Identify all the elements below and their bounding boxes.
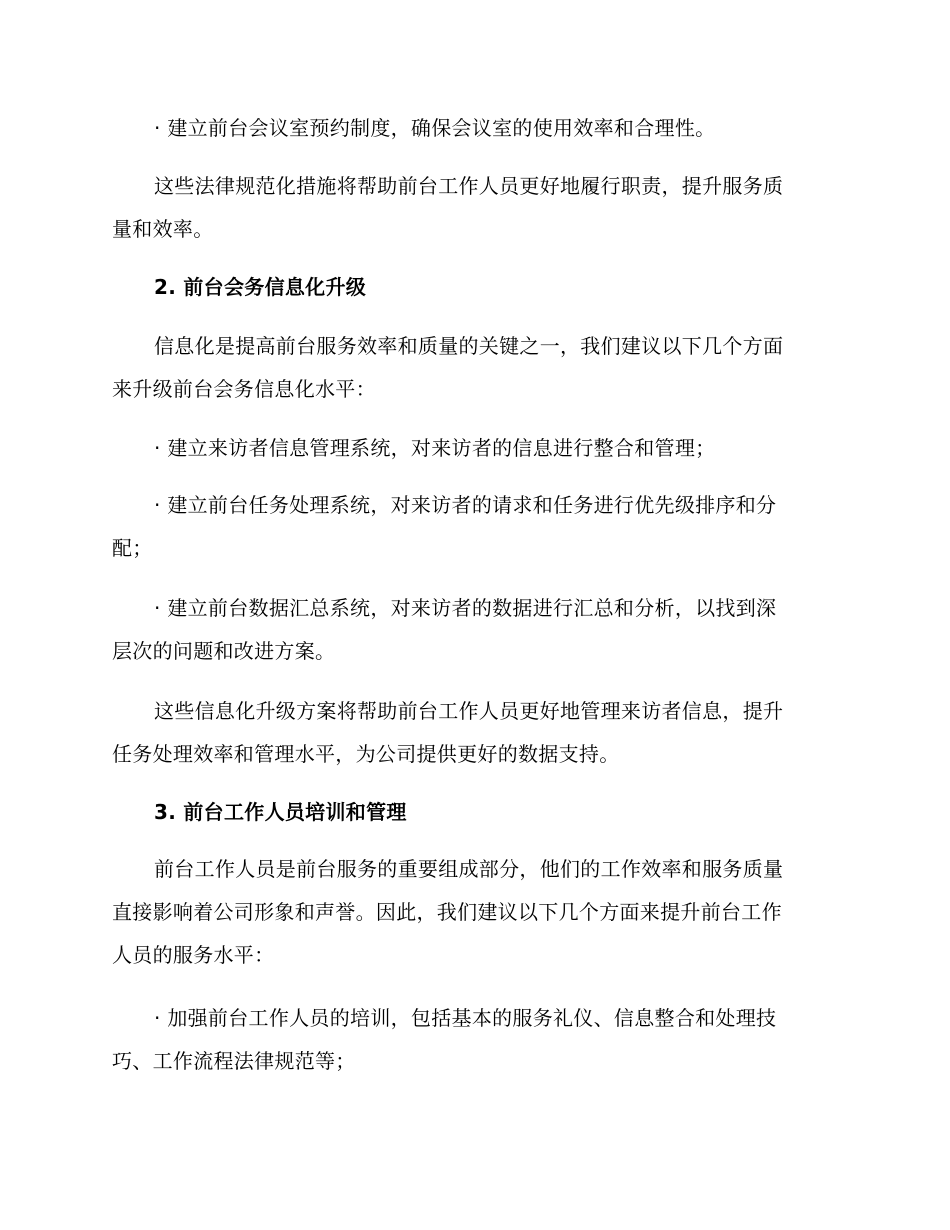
text-line: · 建立前台数据汇总系统，对来访者的数据进行汇总和分析，以找到深 bbox=[154, 596, 777, 620]
text-line: · 建立前台会议室预约制度，确保会议室的使用效率和合理性。 bbox=[154, 116, 716, 140]
bullet-item bbox=[112, 427, 832, 470]
text-line: 这些法律规范化措施将帮助前台工作人员更好地履行职责，提升服务质 bbox=[154, 174, 784, 198]
text-line: 配； bbox=[112, 536, 153, 560]
bullet-item bbox=[112, 587, 832, 673]
text-line: · 建立来访者信息管理系统，对来访者的信息进行整合和管理； bbox=[154, 436, 716, 460]
text-line: · 建立前台任务处理系统，对来访者的请求和任务进行优先级排序和分 bbox=[154, 493, 777, 517]
text-line: 来升级前台会务信息化水平： bbox=[112, 377, 376, 401]
section-heading bbox=[112, 791, 832, 834]
section-heading bbox=[112, 266, 832, 309]
body-paragraph bbox=[112, 690, 832, 776]
bullet-item bbox=[112, 484, 832, 570]
text-line: 人员的服务水平： bbox=[112, 943, 275, 967]
text-line: 任务处理效率和管理水平，为公司提供更好的数据支持。 bbox=[112, 742, 620, 766]
text-line: 量和效率。 bbox=[112, 217, 214, 241]
body-paragraph bbox=[112, 325, 832, 411]
heading-text: 3. 前台工作人员培训和管理 bbox=[154, 800, 407, 824]
heading-text: 2. 前台会务信息化升级 bbox=[154, 275, 367, 299]
text-line: 直接影响着公司形象和声誉。因此，我们建议以下几个方面来提升前台工作 bbox=[112, 900, 782, 924]
text-line: 信息化是提高前台服务效率和质量的关键之一，我们建议以下几个方面 bbox=[154, 334, 784, 358]
text-line: 巧、工作流程法律规范等； bbox=[112, 1049, 356, 1073]
body-paragraph bbox=[112, 165, 832, 251]
body-paragraph bbox=[112, 848, 832, 977]
text-line: · 加强前台工作人员的培训，包括基本的服务礼仪、信息整合和处理技 bbox=[154, 1006, 777, 1030]
text-line: 层次的问题和改进方案。 bbox=[112, 639, 336, 663]
bullet-item bbox=[112, 997, 832, 1083]
text-line: 这些信息化升级方案将帮助前台工作人员更好地管理来访者信息，提升 bbox=[154, 699, 784, 723]
bullet-item bbox=[112, 107, 832, 150]
text-line: 前台工作人员是前台服务的重要组成部分，他们的工作效率和服务质量 bbox=[154, 857, 784, 881]
